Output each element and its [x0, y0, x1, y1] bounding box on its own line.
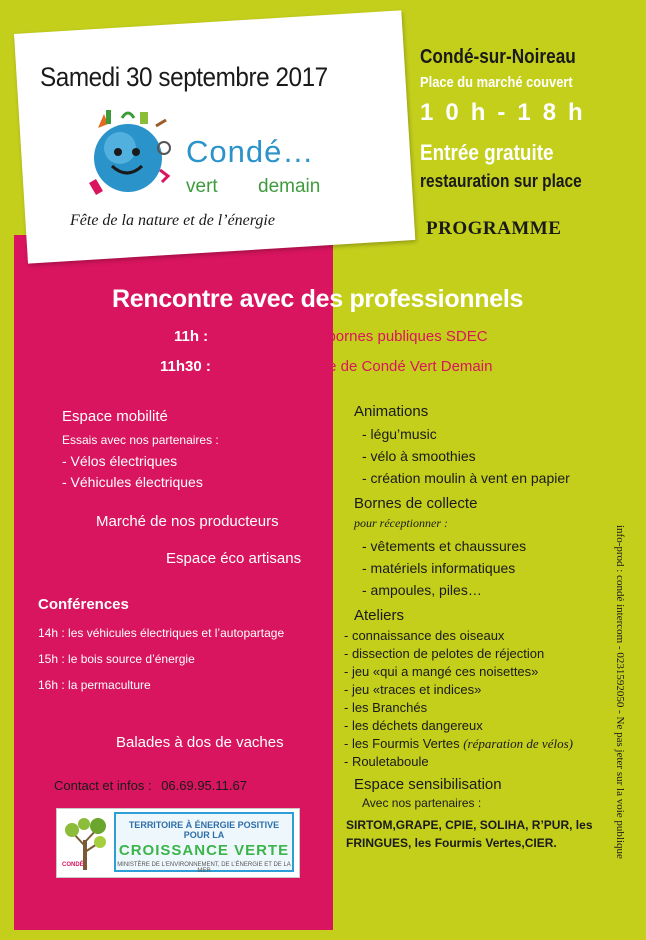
atelier-fourmis: - les Fourmis Vertes — [344, 736, 460, 751]
conference-item: 14h : les véhicules électriques et l’autopartage — [38, 626, 285, 640]
atelier-item: - les Branchés — [344, 700, 428, 715]
atelier-item — [344, 736, 573, 752]
collecte-intro: pour réceptionner : — [354, 516, 448, 530]
atelier-item: - dissection de pelotes de réjection — [344, 646, 545, 661]
event-place: Place du marché couvert — [420, 74, 573, 91]
schedule-text: ouverture officielle de Condé Vert Demain — [215, 358, 493, 375]
conde-logo-text: CONDÉ — [62, 862, 84, 868]
animations-title: Animations — [354, 403, 429, 420]
ateliers-title: Ateliers — [354, 607, 405, 624]
mobility-intro: Essais avec nos partenaires : — [62, 433, 219, 447]
smiling-earth-logo-icon — [82, 104, 182, 202]
conferences-title: Conférences — [38, 596, 129, 613]
contact-phone: 06.69.95.11.67 — [161, 778, 247, 793]
event-hours: 10h-18h — [420, 99, 595, 126]
animation-item: - vélo à smoothies — [362, 448, 476, 464]
atelier-item: - jeu «qui a mangé ces noisettes» — [344, 664, 539, 679]
schedule-time: 11h : — [174, 328, 209, 345]
collecte-item: - matériels informatiques — [362, 560, 516, 576]
atelier-fourmis-note: (réparation de vélos) — [463, 736, 573, 751]
collecte-title: Bornes de collecte — [354, 495, 478, 512]
atelier-item: - Rouletaboule — [344, 754, 429, 769]
conference-item: 15h : le bois source d’énergie — [38, 652, 195, 666]
tepcv-line1: TERRITOIRE À ÉNERGIE POSITIVE POUR LA — [128, 820, 280, 840]
animation-item: - création moulin à vent en papier — [362, 470, 570, 486]
event-town: Condé-sur-Noireau — [420, 46, 576, 68]
logo-subtitle-demain: demain — [258, 176, 321, 197]
logo-subtitle-vert: vert — [186, 176, 218, 197]
tepcv-line3: MINISTÈRE DE L’ENVIRONNEMENT, DE L’ÉNERGIE ET DE LA MER — [117, 862, 291, 874]
meeting-title: Rencontre avec des professionnels — [112, 285, 524, 313]
animation-item: - légu’music — [362, 426, 437, 442]
atelier-item: - connaissance des oiseaux — [344, 628, 505, 643]
logo-title: Condé… — [186, 134, 315, 169]
event-entry: Entrée gratuite — [420, 140, 554, 165]
atelier-item: - les déchets dangereux — [344, 718, 483, 733]
market-label: Marché de nos producteurs — [96, 513, 279, 530]
event-date: Samedi 30 septembre 2017 — [40, 62, 328, 92]
mobility-title: Espace mobilité — [62, 408, 168, 425]
collecte-item: - ampoules, piles… — [362, 582, 482, 598]
schedule-row — [160, 358, 492, 375]
tepcv-logo — [114, 812, 294, 872]
program-heading: PROGRAMME — [426, 218, 562, 239]
conference-item: 16h : la permaculture — [38, 678, 151, 692]
contact-label: Contact et infos : — [54, 778, 152, 793]
vertical-credit — [612, 525, 632, 885]
event-food: restauration sur place — [420, 171, 582, 191]
artisans-label: Espace éco artisans — [166, 550, 302, 567]
cows-label: Balades à dos de vaches — [116, 734, 284, 751]
tepcv-line2: CROISSANCE VERTE — [118, 842, 290, 859]
schedule-row — [174, 328, 488, 345]
atelier-item: - jeu «traces et indices» — [344, 682, 482, 697]
collecte-item: - vêtements et chaussures — [362, 538, 527, 554]
mobility-item: - Véhicules électriques — [62, 474, 203, 490]
sensibilisation-partners: FRINGUES, les Fourmis Vertes,CIER. — [346, 836, 557, 850]
mobility-item: - Vélos électriques — [62, 453, 178, 469]
credit-text: info-prod : condé intercom - 0231592050 - Ne pas jeter sur la voie publique — [614, 525, 626, 859]
schedule-time: 11h30 : — [160, 358, 211, 375]
sensibilisation-partners: SIRTOM,GRAPE, CPIE, SOLIHA, R’PUR, les — [346, 818, 593, 832]
contact-row — [54, 778, 247, 793]
sensibilisation-title: Espace sensibilisation — [354, 776, 502, 793]
sensibilisation-intro: Avec nos partenaires : — [362, 796, 482, 810]
schedule-text: inauguration des bornes publiques SDEC — [212, 328, 488, 345]
event-slogan: Fête de la nature et de l’énergie — [70, 212, 275, 229]
